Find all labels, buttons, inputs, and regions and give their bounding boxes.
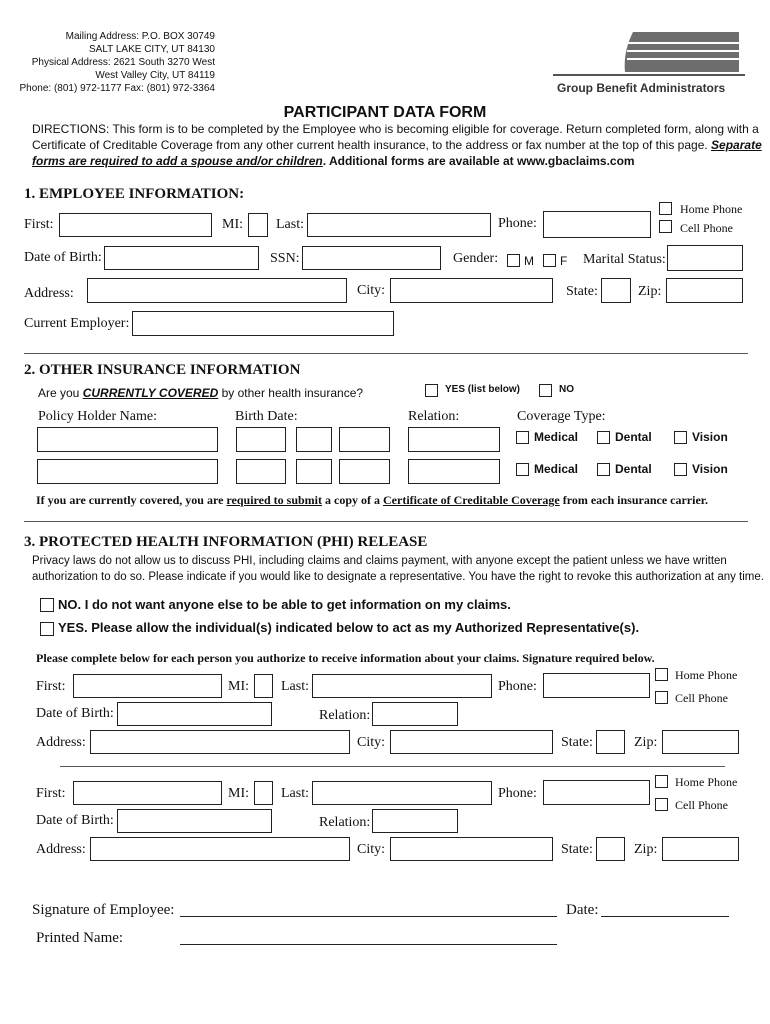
medical-label-1: Medical: [534, 430, 579, 444]
rep2-home-phone-label: Home Phone: [675, 775, 738, 789]
rep2-relation-label: Relation:: [319, 815, 371, 830]
rep1-zip-input[interactable]: [662, 730, 739, 754]
employee-first-label: First:: [24, 217, 54, 232]
phone-fax: Phone: (801) 972-1177 Fax: (801) 972-3364: [19, 83, 215, 94]
rep2-phone-label: Phone:: [498, 786, 537, 801]
employee-employer-label: Current Employer:: [24, 316, 130, 331]
employee-signature-label: Signature of Employee:: [32, 902, 175, 918]
rep1-zip-label: Zip:: [634, 735, 658, 750]
vision-label-1: Vision: [692, 430, 728, 444]
note-certificate: Certificate of Creditable Coverage: [383, 493, 560, 507]
employee-last-label: Last:: [276, 217, 304, 232]
currently-covered-question: [38, 386, 363, 400]
rep2-home-phone-checkbox[interactable]: [655, 775, 668, 788]
note-suffix: from each insurance carrier.: [559, 493, 709, 507]
question-suffix: by other health insurance?: [218, 386, 364, 400]
section-employee-heading: 1. EMPLOYEE INFORMATION:: [24, 186, 245, 202]
rep2-mi-label: MI:: [228, 786, 249, 801]
rep1-mi-input[interactable]: [254, 674, 273, 698]
relation-input-2[interactable]: [408, 459, 500, 484]
printed-name-label: Printed Name:: [36, 930, 124, 946]
physical-address: Physical Address: 2621 South 3270 West: [31, 57, 215, 68]
employee-mi-input[interactable]: [248, 213, 268, 237]
rep2-last-label: Last:: [281, 786, 309, 801]
birth-month-input-2[interactable]: [236, 459, 286, 484]
directions-separate: Separate: [711, 138, 762, 152]
phi-yes-checkbox[interactable]: [40, 622, 54, 636]
rep2-zip-label: Zip:: [634, 842, 658, 857]
birth-day-input-1[interactable]: [296, 427, 332, 452]
question-emphasis: CURRENTLY COVERED: [82, 386, 219, 400]
rep1-last-label: Last:: [281, 679, 309, 694]
section-other-insurance-heading: 2. OTHER INSURANCE INFORMATION: [24, 362, 301, 378]
phi-no-label: NO. I do not want anyone else to be able to get information on my claims.: [58, 597, 511, 612]
dental-label-2: Dental: [615, 462, 652, 476]
employee-gender-f-checkbox[interactable]: [543, 254, 556, 267]
birth-month-input-1[interactable]: [236, 427, 286, 452]
employee-state-label: State:: [566, 284, 598, 299]
rep1-first-input[interactable]: [73, 674, 222, 698]
rep2-first-label: First:: [36, 786, 66, 801]
phi-instruction: Please complete below for each person you authorize to receive information about your claims. Signature required below.: [36, 651, 655, 665]
note-required: required to submit: [226, 493, 322, 507]
employee-state-input[interactable]: [601, 278, 631, 303]
directions-line1: DIRECTIONS: This form is to be completed by the Employee who is becoming eligible for coverage. Return completed form, along with a: [32, 122, 759, 136]
directions-line2: Certificate of Creditable Coverage from any other current health insurance, to the address or fax number at the top of this page.: [32, 138, 708, 152]
rep2-cell-phone-label: Cell Phone: [675, 798, 728, 812]
rep2-cell-phone-checkbox[interactable]: [655, 798, 668, 811]
directions-additional: . Additional forms are available at www.gbaclaims.com: [322, 154, 635, 168]
covered-yes-label: YES (list below): [445, 384, 521, 395]
policy-holder-input-1[interactable]: [37, 427, 218, 452]
rep1-city-label: City:: [357, 735, 386, 750]
employee-last-input[interactable]: [307, 213, 491, 237]
birth-day-input-2[interactable]: [296, 459, 332, 484]
rep2-city-label: City:: [357, 842, 386, 857]
rep2-city-input[interactable]: [390, 837, 553, 861]
rep2-phone-input[interactable]: [543, 780, 650, 805]
employee-zip-input[interactable]: [666, 278, 743, 303]
employee-marital-input[interactable]: [667, 245, 743, 271]
employee-cell-phone-checkbox[interactable]: [659, 220, 672, 233]
rep2-dob-input[interactable]: [117, 809, 272, 833]
rep2-last-input[interactable]: [312, 781, 492, 805]
rep1-address-label: Address:: [36, 735, 86, 750]
signature-date-line[interactable]: [601, 916, 729, 917]
gba-logo: [553, 24, 745, 96]
mailing-address: Mailing Address: P.O. BOX 30749: [65, 31, 215, 42]
employee-gender-label: Gender:: [453, 251, 499, 266]
rep1-phone-input[interactable]: [543, 673, 650, 698]
covered-no-checkbox[interactable]: [539, 384, 552, 397]
rep2-dob-label: Date of Birth:: [36, 813, 114, 828]
medical-checkbox-2[interactable]: [516, 463, 529, 476]
phi-no-checkbox[interactable]: [40, 598, 54, 612]
employee-phone-input[interactable]: [543, 211, 651, 238]
rep1-dob-label: Date of Birth:: [36, 706, 114, 721]
birth-year-input-1[interactable]: [339, 427, 390, 452]
employee-ssn-input[interactable]: [302, 246, 441, 270]
page-title: PARTICIPANT DATA FORM: [283, 104, 487, 121]
representative-divider: [60, 766, 725, 767]
physical-city: West Valley City, UT 84119: [95, 70, 215, 81]
rep2-zip-input[interactable]: [662, 837, 739, 861]
mailing-city: SALT LAKE CITY, UT 84130: [89, 44, 215, 55]
rep1-cell-phone-checkbox[interactable]: [655, 691, 668, 704]
employee-first-input[interactable]: [59, 213, 212, 237]
section-divider: [24, 353, 748, 354]
vision-checkbox-1[interactable]: [674, 431, 687, 444]
signature-date-label: Date:: [566, 902, 599, 918]
employee-home-phone-checkbox[interactable]: [659, 202, 672, 215]
rep1-mi-label: MI:: [228, 679, 249, 694]
employee-home-phone-label: Home Phone: [680, 202, 743, 216]
employee-city-label: City:: [357, 283, 386, 298]
rep1-relation-label: Relation:: [319, 708, 371, 723]
rep1-relation-input[interactable]: [372, 702, 458, 726]
rep1-home-phone-checkbox[interactable]: [655, 668, 668, 681]
rep1-phone-label: Phone:: [498, 679, 537, 694]
company-name: Group Benefit Administrators: [557, 81, 726, 95]
rep2-address-label: Address:: [36, 842, 86, 857]
employee-cell-phone-label: Cell Phone: [680, 221, 733, 235]
note-middle: a copy of a: [322, 493, 383, 507]
section-phi-heading: 3. PROTECTED HEALTH INFORMATION (PHI) RELEASE: [24, 534, 428, 550]
employee-employer-input[interactable]: [132, 311, 394, 336]
employee-gender-f-label: F: [560, 254, 568, 268]
rep1-state-label: State:: [561, 735, 593, 750]
employee-city-input[interactable]: [390, 278, 553, 303]
policy-holder-input-2[interactable]: [37, 459, 218, 484]
vision-checkbox-2[interactable]: [674, 463, 687, 476]
birth-date-label: Birth Date:: [235, 409, 298, 424]
employee-gender-m-checkbox[interactable]: [507, 254, 520, 267]
employee-ssn-label: SSN:: [270, 251, 300, 266]
rep1-city-input[interactable]: [390, 730, 553, 754]
rep2-mi-input[interactable]: [254, 781, 273, 805]
phi-privacy-text: [32, 553, 764, 585]
covered-no-label: NO: [559, 384, 574, 395]
rep2-relation-input[interactable]: [372, 809, 458, 833]
employee-phone-label: Phone:: [498, 216, 537, 231]
rep1-state-input[interactable]: [596, 730, 625, 754]
rep1-home-phone-label: Home Phone: [675, 668, 738, 682]
printed-name-line[interactable]: [180, 944, 557, 945]
dental-label-1: Dental: [615, 430, 652, 444]
question-prefix: Are you: [38, 386, 83, 400]
directions: [32, 121, 762, 169]
birth-year-input-2[interactable]: [339, 459, 390, 484]
section-divider: [24, 521, 748, 522]
employee-zip-label: Zip:: [638, 284, 662, 299]
rep1-dob-input[interactable]: [117, 702, 272, 726]
rep2-address-input[interactable]: [90, 837, 350, 861]
dental-checkbox-1[interactable]: [597, 431, 610, 444]
dental-checkbox-2[interactable]: [597, 463, 610, 476]
employee-marital-label: Marital Status:: [583, 252, 666, 267]
rep2-first-input[interactable]: [73, 781, 222, 805]
directions-required: forms are required to add a spouse and/or children: [32, 154, 323, 168]
medical-label-2: Medical: [534, 462, 579, 476]
rep1-last-input[interactable]: [312, 674, 492, 698]
vision-label-2: Vision: [692, 462, 728, 476]
employee-signature-line[interactable]: [180, 916, 557, 917]
policy-holder-label: Policy Holder Name:: [38, 409, 157, 424]
phi-line2: authorization to do so. Please indicate if you would like to designate a representative. You have the right to revoke this authorization at any time.: [32, 571, 764, 583]
coverage-type-label: Coverage Type:: [517, 409, 606, 424]
rep1-cell-phone-label: Cell Phone: [675, 691, 728, 705]
gba-logo-icon: [553, 24, 745, 80]
employee-dob-input[interactable]: [104, 246, 259, 270]
note-prefix: If you are currently covered, you are: [36, 493, 227, 507]
rep1-address-input[interactable]: [90, 730, 350, 754]
rep2-state-label: State:: [561, 842, 593, 857]
employee-gender-m-label: M: [524, 254, 534, 268]
phi-line1: Privacy laws do not allow us to discuss PHI, including claims and claims payment, with anyone except the patient unless we have written: [32, 555, 727, 567]
phi-yes-label: YES. Please allow the individual(s) indicated below to act as my Authorized Representative(s).: [58, 620, 640, 635]
creditable-coverage-note: [36, 493, 708, 508]
employee-address-input[interactable]: [87, 278, 347, 303]
employee-address-label: Address:: [24, 286, 74, 301]
employee-mi-label: MI:: [222, 217, 243, 232]
medical-checkbox-1[interactable]: [516, 431, 529, 444]
relation-input-1[interactable]: [408, 427, 500, 452]
relation-label: Relation:: [408, 409, 460, 424]
mailing-address-block: [0, 30, 215, 95]
employee-dob-label: Date of Birth:: [24, 250, 102, 265]
rep2-state-input[interactable]: [596, 837, 625, 861]
rep1-first-label: First:: [36, 679, 66, 694]
covered-yes-checkbox[interactable]: [425, 384, 438, 397]
